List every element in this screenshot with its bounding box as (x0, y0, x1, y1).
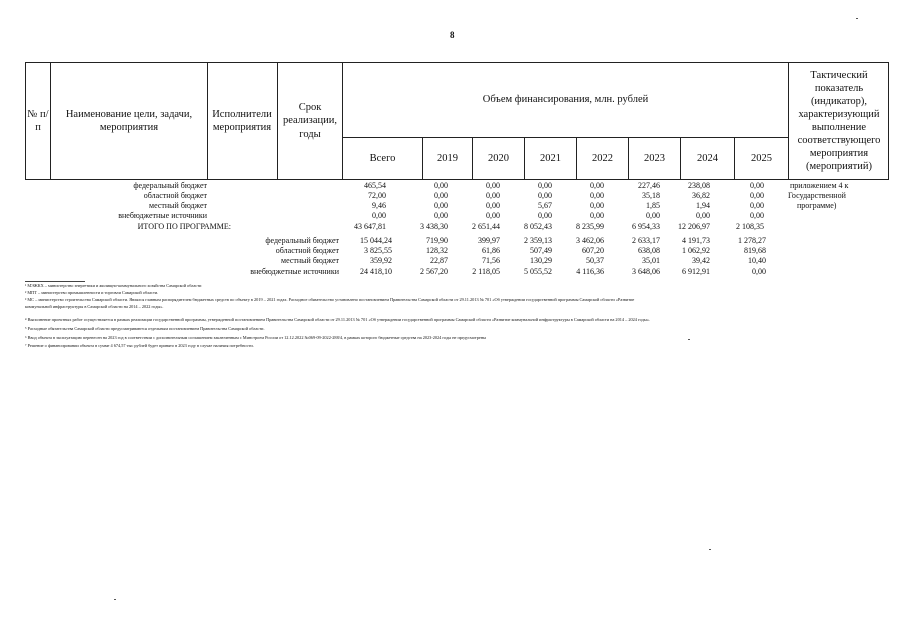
cell: 1 062,92 (682, 246, 710, 255)
cell: 5,67 (538, 201, 552, 210)
cell: 0,00 (538, 191, 552, 200)
cell: 0,00 (538, 211, 552, 220)
cell: 4 191,73 (682, 236, 710, 245)
scan-mark (688, 339, 690, 340)
header-col-2024: 2024 (697, 152, 718, 164)
cell: 15 044,24 (360, 236, 392, 245)
cell: 719,90 (426, 236, 448, 245)
cell: 359,92 (370, 256, 392, 265)
cell: 3 648,06 (632, 267, 660, 276)
scan-mark (856, 18, 858, 19)
cell: 507,49 (530, 246, 552, 255)
cell: 2 567,20 (420, 267, 448, 276)
row-label: федеральный бюджет (133, 181, 207, 190)
cell: 50,37 (586, 256, 604, 265)
cell: 72,00 (368, 191, 386, 200)
cell: 0,00 (434, 211, 448, 220)
cell: 819,68 (744, 246, 766, 255)
cell: 4 116,36 (576, 267, 604, 276)
cell: 0,00 (750, 191, 764, 200)
footnote-6: ⁶ Ввод объекта в эксплуатацию перенесен на 2023 год в соответствии с дополнительным соглашением заключенным с Минстроем России от 12.12.2022 №069-09-2022-288/4, в рамках которого бюджетные средства на 2023-2024 годы не предусмотрены (25, 335, 487, 340)
indicator-text-3: программе) (797, 201, 837, 210)
header-col-2025: 2025 (751, 152, 772, 164)
cell: 8 052,43 (524, 222, 552, 231)
cell: 0,00 (372, 211, 386, 220)
cell: 0,00 (486, 211, 500, 220)
cell: 0,00 (486, 201, 500, 210)
header-col-2020: 2020 (488, 152, 509, 164)
cell: 638,08 (638, 246, 660, 255)
cell: 12 206,97 (678, 222, 710, 231)
cell: 0,00 (486, 191, 500, 200)
cell: 0,00 (434, 201, 448, 210)
cell: 6 912,91 (682, 267, 710, 276)
footnote-2: ² МПТ – министерство промышленности и торговли Самарской области. (25, 290, 159, 295)
cell: 1,94 (696, 201, 710, 210)
header-term: Срок реализации, годы (283, 102, 337, 140)
cell: 2 118,05 (472, 267, 500, 276)
cell: 39,42 (692, 256, 710, 265)
row-label: местный бюджет (149, 201, 207, 210)
page-number: 8 (450, 30, 455, 40)
cell: 0,00 (590, 181, 604, 190)
footnote-4: ⁴ Выполнение проектных работ осуществляется в рамках реализации государственной программы, утвержденной постановлением Правительства Самарской области от 29.11.2013 № 701 «Об утверждении государственной программы Самарской области «Развитие коммунальной инфраструктуры в Самарской области на 2014 – 2024 годы». (25, 317, 650, 322)
cell: 35,01 (642, 256, 660, 265)
header-col-2022: 2022 (592, 152, 613, 164)
cell: 0,00 (538, 181, 552, 190)
header-col-total: Всего (369, 152, 396, 164)
cell: 0,00 (590, 201, 604, 210)
cell: 0,00 (752, 267, 766, 276)
footnote-7: ⁷ Решение о финансировании объекта в сумме 4 674,57 тыс рублей будет принято в 2023 году в случае наличия потребности. (25, 343, 254, 348)
footnote-3: ³ МС – министерство строительства Самарской области. Являлся главным распорядителем бюджетных средств по объекту в 2019 – 2021 годах. Расходное обязательство установлено постановлением Правительства Самарской области от 29.11.2013 № 701 «Об утверждении государственной программы Самарской области «Развитие (25, 297, 635, 302)
cell: 71,56 (482, 256, 500, 265)
cell: 10,40 (748, 256, 766, 265)
header-col-2023: 2023 (644, 152, 665, 164)
cell: 61,86 (482, 246, 500, 255)
cell: 2 651,44 (472, 222, 500, 231)
cell: 43 647,81 (354, 222, 386, 231)
row-label: внебюджетные источники (250, 267, 339, 276)
row-label: областной бюджет (275, 246, 339, 255)
cell: 0,00 (750, 211, 764, 220)
cell: 0,00 (646, 211, 660, 220)
header-executors: Исполнители мероприятия (212, 108, 272, 133)
cell: 6 954,33 (632, 222, 660, 231)
cell: 0,00 (696, 211, 710, 220)
cell: 22,87 (430, 256, 448, 265)
table-header (25, 62, 889, 180)
scan-mark (114, 599, 116, 600)
cell: 8 235,99 (576, 222, 604, 231)
cell: 35,18 (642, 191, 660, 200)
header-num: № п/п (27, 108, 49, 133)
cell: 227,46 (638, 181, 660, 190)
cell: 465,54 (364, 181, 386, 190)
footnote-separator (25, 281, 85, 282)
cell: 128,32 (426, 246, 448, 255)
cell: 36,82 (692, 191, 710, 200)
header-col-2019: 2019 (437, 152, 458, 164)
cell: 0,00 (486, 181, 500, 190)
row-label: федеральный бюджет (265, 236, 339, 245)
row-label: внебюджетные источники (118, 211, 207, 220)
cell: 130,29 (530, 256, 552, 265)
total-label: ИТОГО ПО ПРОГРАММЕ: (137, 222, 231, 231)
header-col-2021: 2021 (540, 152, 561, 164)
cell: 3 438,30 (420, 222, 448, 231)
footnote-5: ⁵ Расходные обязательства Самарской области предусматриваются отдельным постановлением Правительства Самарской области. (25, 326, 265, 331)
cell: 0,00 (434, 191, 448, 200)
indicator-text-2: Государственной (788, 191, 846, 200)
cell: 9,46 (372, 201, 386, 210)
cell: 607,20 (582, 246, 604, 255)
header-financing: Объем финансирования, млн. рублей (482, 93, 649, 105)
indicator-text-1: приложением 4 к (790, 181, 849, 190)
cell: 1 278,27 (738, 236, 766, 245)
header-name: Наименование цели, задачи, мероприятия (65, 108, 193, 133)
cell: 24 418,10 (360, 267, 392, 276)
cell: 3 825,55 (364, 246, 392, 255)
cell: 3 462,06 (576, 236, 604, 245)
cell: 5 055,52 (524, 267, 552, 276)
cell: 0,00 (434, 181, 448, 190)
header-indicator: Тактический показатель (индикатор), характеризующий выполнение соответствующего мероприятия (мероприятий) (797, 69, 881, 173)
cell: 0,00 (750, 201, 764, 210)
cell: 2 633,17 (632, 236, 660, 245)
cell: 1,85 (646, 201, 660, 210)
cell: 0,00 (750, 181, 764, 190)
cell: 0,00 (590, 191, 604, 200)
footnote-1: ¹ МЭЖКХ – министерство энергетики и жилищно-коммунального хозяйства Самарской области (25, 283, 202, 288)
row-label: областной бюджет (143, 191, 207, 200)
cell: 238,08 (688, 181, 710, 190)
cell: 2 108,35 (736, 222, 764, 231)
scan-mark (709, 549, 711, 550)
cell: 0,00 (590, 211, 604, 220)
footnote-3-cont: коммунальной инфраструктуры в Самарской области на 2014 – 2022 годы». (25, 304, 164, 309)
cell: 2 359,13 (524, 236, 552, 245)
cell: 399,97 (478, 236, 500, 245)
row-label: местный бюджет (281, 256, 339, 265)
